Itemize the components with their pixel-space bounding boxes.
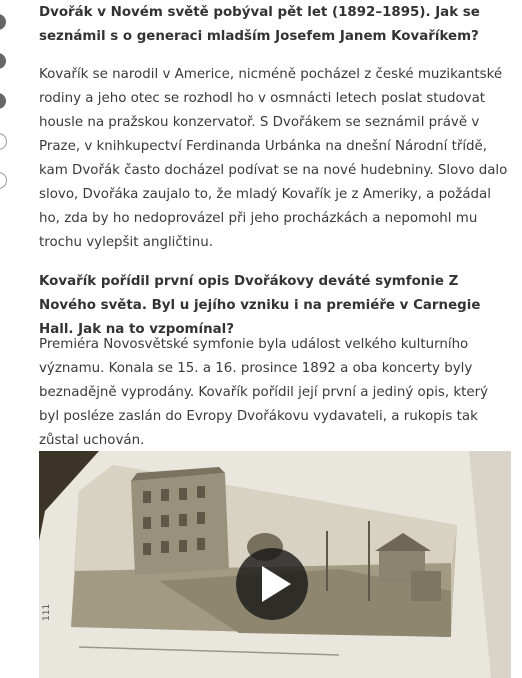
facebook-icon[interactable] bbox=[0, 14, 6, 30]
twitter-icon[interactable] bbox=[0, 53, 6, 69]
interview-question-2: Kovařík pořídil první opis Dvořákovy deváté symfonie Z Nového světa. Byl u jejího vzniku i na premiéře v Carnegie Hall. Jak na to vzpomínal? bbox=[39, 274, 481, 337]
play-icon bbox=[236, 548, 308, 620]
interview-answer-1: Kovařík se narodil v Americe, nicméně pocházel z české muzikantské rodiny a jeho otec se rozhodl ho v osmnácti letech poslat studovat housle na pražskou konzervatoř. S Dvořákem se seznámil právě v Praze, v knihkupectví Ferdinanda Urbánka na dnešní Národní třídě, kam Dvořák často docházel podívat se na nové hudebniny. Slovo dalo slovo, Dvořáka zaujalo to, že mladý Kovařík je z Ameriky, a požádal ho, zda by ho nedoprovázel při jeho procházkách a nepomohl mu trochu vylepšit angličtinu. bbox=[39, 67, 508, 250]
print-icon[interactable] bbox=[0, 133, 7, 150]
play-button[interactable] bbox=[236, 548, 308, 620]
email-icon[interactable] bbox=[0, 93, 6, 109]
interview-answer-2: Premiéra Novosvětské symfonie byla událost velkého kulturního významu. Konala se 15. a 16. prosince 1892 a oba koncerty byly beznadějně vyprodány. Kovařík pořídil její první a jediný opis, který byl posléze zaslán do Evropy Dvořákovu vydavateli, a rukopis tak zůstal uchován. bbox=[39, 337, 489, 448]
interview-question-1: Dvořák v Novém světě pobýval pět let (1892–1895). Jak se seznámil s o generaci mladším Josefem Janem Kovaříkem? bbox=[39, 5, 480, 44]
page-number: 111 bbox=[42, 603, 52, 621]
link-icon[interactable] bbox=[0, 172, 7, 189]
video-player[interactable] bbox=[39, 451, 511, 678]
